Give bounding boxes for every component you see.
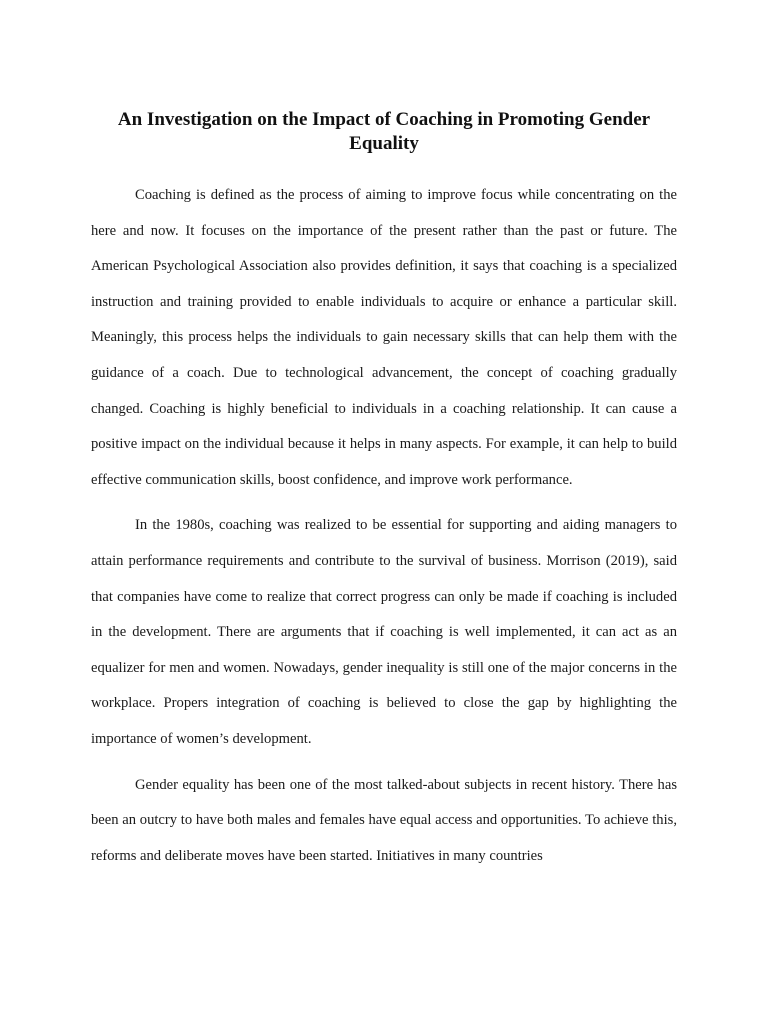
paragraph-3: Gender equality has been one of the most talked-about subjects in recent history. There has been an outcry to have both males and females have equal access and opportunities. To achieve this, reforms and deliberate moves have been started. Initiatives in many countries (91, 776, 677, 864)
document-title: An Investigation on the Impact of Coaching in Promoting Gender Equality (117, 109, 651, 154)
paragraph-2: In the 1980s, coaching was realized to be essential for supporting and aiding managers to attain performance requirements and contribute to the survival of business. Morrison (2019), said that companies have come to realize that correct progress can only be made if coaching is included in the development. There are arguments that if coaching is well implemented, it can act as an equalizer for men and women. Nowadays, gender inequality is still one of the major concerns in the workplace. Propers integration of coaching is believed to close the gap by highlighting the importance of women’s development. (91, 517, 677, 747)
paragraph-1: Coaching is defined as the process of aiming to improve focus while concentrating on the here and now. It focuses on the importance of the present rather than the past or future. The American Psychological Association also provides definition, it says that coaching is a specialized instruction and training provided to enable individuals to acquire or enhance a particular skill. Meaningly, this process helps the individuals to gain necessary skills that can help them with the guidance of a coach. Due to technological advancement, the concept of coaching gradually changed. Coaching is highly beneficial to individuals in a coaching relationship. It can cause a positive impact on the individual because it helps in many aspects. For example, it can help to build effective communication skills, boost confidence, and improve work performance. (91, 187, 677, 488)
document-body (91, 178, 677, 874)
